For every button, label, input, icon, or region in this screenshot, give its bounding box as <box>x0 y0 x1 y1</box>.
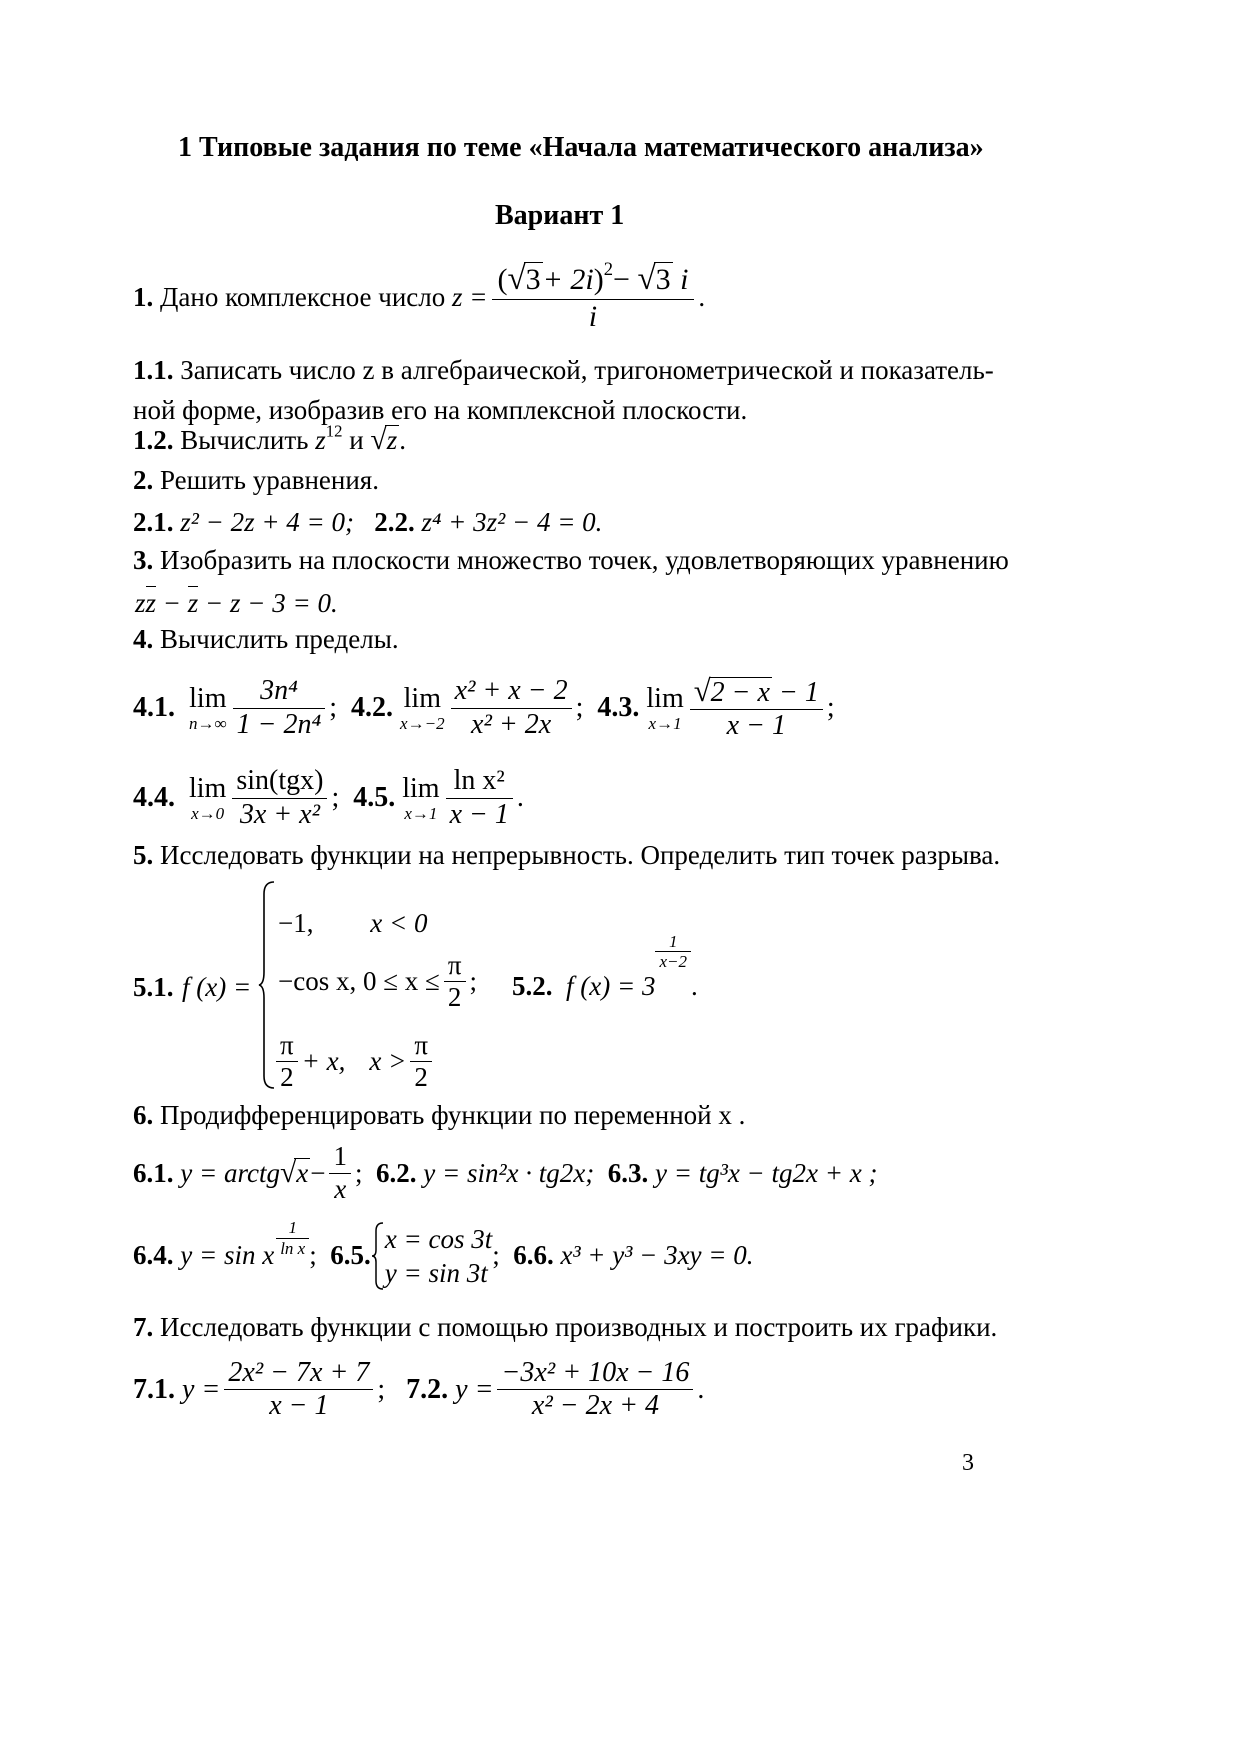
problem-5 <box>133 840 1000 871</box>
fraction <box>497 1357 693 1422</box>
expr-6-6: x³ + y³ − 3xy = 0. <box>560 1240 754 1270</box>
problem-number: 1.2. <box>133 425 174 455</box>
two: 2 <box>414 1062 428 1093</box>
problem-number: 7. <box>133 1312 154 1342</box>
function-f: f (x) = <box>182 972 252 1002</box>
problem-number: 6. <box>133 1100 154 1130</box>
lim-operator: lim n→∞ <box>189 682 227 733</box>
problem-2 <box>133 465 379 496</box>
case-3-cond: x > <box>369 1046 407 1077</box>
problem-number: 2.1. <box>133 507 174 537</box>
eq-zbar2: z <box>187 588 199 618</box>
problem-number: 4. <box>133 624 154 654</box>
sqrt-expr: 2 − x <box>710 676 770 708</box>
expr-6-4: y = sin x <box>180 1240 275 1270</box>
case-3-expr: + x, <box>301 1046 346 1077</box>
numerator: x² + x − 2 <box>451 675 572 708</box>
denominator: 3x + x² <box>239 798 320 830</box>
limits-row-2 <box>133 758 524 838</box>
lim-operator: lim x→1 <box>646 682 684 733</box>
problem-text-line1: Записать число z в алгебраической, тригонометрической и показатель- <box>180 355 994 385</box>
problem-text: Вычислить <box>180 425 309 455</box>
two: 2 <box>447 982 462 1013</box>
case-2-expr: −cos x, 0 ≤ x ≤ <box>278 966 440 997</box>
equation-2-1: z² − 2z + 4 = 0; <box>180 507 355 537</box>
derivatives-row-1: 6.1. y = arctg √ x − $\frac{1}{x}$ ; 6.2. y = sin²x · tg2x; 6.3. y = tg³x − tg2x + x ; <box>133 1141 878 1204</box>
end-mark: . <box>697 1373 705 1405</box>
numerator: 2x² − 7x + 7 <box>224 1357 373 1390</box>
numerator: 3n⁴ <box>233 675 326 708</box>
end-mark: . <box>698 282 706 312</box>
end-mark: . <box>516 782 524 813</box>
end-mark: ; <box>492 1240 500 1270</box>
equation-3 <box>135 588 338 619</box>
denominator: x² − 2x + 4 <box>531 1390 659 1421</box>
eq-zbar: z <box>145 588 157 618</box>
lim-operator: lim x→0 <box>189 772 227 823</box>
term: + 2i <box>542 262 594 296</box>
problem-2-1 <box>133 507 602 538</box>
problem-number: 5.2. <box>512 971 553 1001</box>
problem-number: 6.4. <box>133 1240 174 1270</box>
fraction <box>329 1141 351 1204</box>
end-mark: . <box>690 971 698 1001</box>
problem-number-5-1: 5.1. <box>133 972 174 1002</box>
numerator: ln x² <box>446 765 513 798</box>
numerator: √2 − x − 1 <box>690 674 823 710</box>
expr-6-2: y = sin²x · tg2x; <box>423 1157 595 1188</box>
lim-operator: lim x→1 <box>402 772 440 823</box>
sqrt-3: 3 <box>525 262 541 296</box>
problem-5-2 <box>512 931 698 1002</box>
problem-3 <box>133 545 1009 576</box>
problem-number: 1. <box>133 282 154 312</box>
exp-num: 1 <box>276 1218 309 1239</box>
sqrt-3b: 3 <box>655 262 671 296</box>
problem-number: 6.5. <box>330 1240 371 1270</box>
problem-number: 4.5. <box>353 782 396 813</box>
problem-number: 4.2. <box>351 692 394 723</box>
end-mark: ; <box>469 966 478 997</box>
problem-number: 7.2. <box>406 1373 449 1405</box>
end-mark: ; <box>309 1240 317 1270</box>
numerator: 1 <box>329 1141 351 1173</box>
problem-number: 4.1. <box>133 692 175 723</box>
problem-number: 3. <box>133 545 154 575</box>
function-f: f (x) = 3 <box>566 971 656 1001</box>
system-eq-2: y = sin 3t <box>384 1257 488 1288</box>
case-1-cond: x < 0 <box>370 908 428 938</box>
problem-number: 4.3. <box>597 692 640 723</box>
end-mark: ; <box>377 1373 386 1405</box>
problem-number-2-2: 2.2. <box>374 507 415 537</box>
problem-text: Решить уравнения. <box>160 465 379 495</box>
two: 2 <box>280 1062 294 1093</box>
fraction <box>690 674 823 743</box>
numerator: −3x² + 10x − 16 <box>497 1357 693 1390</box>
y-eq: y = <box>182 1373 221 1405</box>
end-mark: ; <box>575 692 584 723</box>
problem-text: Дано комплексное число <box>160 282 446 312</box>
eq-rest: − z − 3 = 0. <box>198 588 338 618</box>
minus: − <box>310 1157 326 1188</box>
expr-6-1: y = arctg <box>180 1157 280 1188</box>
denominator: i <box>588 299 598 333</box>
pi: π <box>444 950 466 982</box>
pi: π <box>276 1030 298 1062</box>
case-1-value: −1, <box>278 908 314 938</box>
problem-number: 6.2. <box>375 1157 417 1188</box>
sqrt-x: x <box>296 1157 309 1188</box>
problem-text: Изобразить на плоскости множество точек, удовлетворяющих уравнению <box>160 545 1009 575</box>
math-z-eq: z = <box>452 282 488 312</box>
problem-text: Исследовать функции с помощью производных и построить их графики. <box>160 1312 998 1342</box>
pi: π <box>410 1030 432 1062</box>
case-2 <box>278 950 477 1013</box>
system-6-5 <box>385 1222 492 1290</box>
case-3 <box>272 1030 436 1093</box>
exp-den: x−2 <box>659 952 687 972</box>
denominator: 1 − 2n⁴ <box>236 708 322 740</box>
y-eq: y = <box>455 1373 494 1405</box>
numerator: $(√3+ 2i)^2- √3$ i <box>492 261 695 300</box>
functions-row-7 <box>133 1352 704 1427</box>
fraction-pi-2 <box>410 1030 432 1093</box>
sqrt-z: z <box>386 425 398 455</box>
num-rest: − 1 <box>771 676 819 708</box>
denominator: x − 1 <box>726 710 786 742</box>
problem-number: 5. <box>133 840 154 870</box>
limits-row-1 <box>133 668 835 748</box>
fraction <box>446 765 513 830</box>
end-mark: ; <box>826 692 835 723</box>
derivatives-row-2 <box>133 1218 754 1293</box>
problem-number: 4.4. <box>133 782 175 813</box>
problem-number: 7.1. <box>133 1373 175 1405</box>
left-brace-small <box>371 1221 385 1291</box>
fraction <box>451 675 572 740</box>
problem-number: 2. <box>133 465 154 495</box>
exponent: 2 <box>603 258 614 280</box>
end-mark: ; <box>329 692 338 723</box>
exp-den: ln x <box>280 1239 306 1258</box>
end-mark: ; <box>354 1157 363 1188</box>
section-heading: 1 Типовые задания по теме «Начала математического анализа» <box>178 132 984 163</box>
problem-number: 6.6. <box>513 1240 554 1270</box>
math-z: z <box>315 425 326 455</box>
problem-1-2: 1.2. Вычислить $z^{12}$ и √z. <box>133 421 406 456</box>
minus: − <box>613 262 638 296</box>
exponent-fraction <box>655 932 691 972</box>
fraction <box>232 765 327 830</box>
eq-minus: − <box>156 588 188 618</box>
problem-text-line2: ной форме, изобразив его на комплексной плоскости. <box>133 395 748 425</box>
numerator: sin(tgx) <box>232 765 327 798</box>
exponent-fraction <box>276 1218 309 1258</box>
lim-operator: lim x→−2 <box>400 682 445 733</box>
eq-z: z <box>135 588 146 618</box>
end-mark: . <box>399 425 406 455</box>
problem-4 <box>133 624 399 655</box>
fraction <box>492 258 695 334</box>
problem-text: Продифференцировать функции по переменной x . <box>160 1100 746 1130</box>
system-eq-1: x = cos 3t <box>384 1223 493 1254</box>
problem-6 <box>133 1100 745 1131</box>
and-word: и <box>342 425 371 455</box>
case-1 <box>278 908 427 939</box>
fraction <box>224 1357 373 1422</box>
denominator: x² + 2x <box>471 708 552 740</box>
problem-text: Исследовать функции на непрерывность. Определить тип точек разрыва. <box>160 840 1001 870</box>
denominator: x <box>334 1173 347 1204</box>
page-number: 3 <box>962 1450 974 1476</box>
imag-i: i <box>672 262 689 296</box>
fraction-pi-2 <box>444 950 466 1013</box>
problem-text: Вычислить пределы. <box>160 624 399 654</box>
equation-2-2: z⁴ + 3z² − 4 = 0. <box>421 507 603 537</box>
problem-number: 6.3. <box>607 1157 649 1188</box>
variant-title: Вариант 1 <box>495 200 625 231</box>
problem-1-1 <box>133 350 994 430</box>
problem-number: 1.1. <box>133 355 174 385</box>
problem-7 <box>133 1312 997 1343</box>
denominator: x − 1 <box>269 1390 329 1421</box>
fraction <box>233 675 326 740</box>
exponent: 12 <box>325 421 343 441</box>
exp-num: 1 <box>655 932 691 953</box>
problem-number: 6.1. <box>133 1157 174 1188</box>
problem-1 <box>133 250 705 345</box>
denominator: x − 1 <box>449 798 509 830</box>
end-mark: ; <box>331 782 340 813</box>
fraction-pi-2 <box>276 1030 298 1093</box>
expr-6-3: y = tg³x − tg2x + x ; <box>655 1157 878 1188</box>
